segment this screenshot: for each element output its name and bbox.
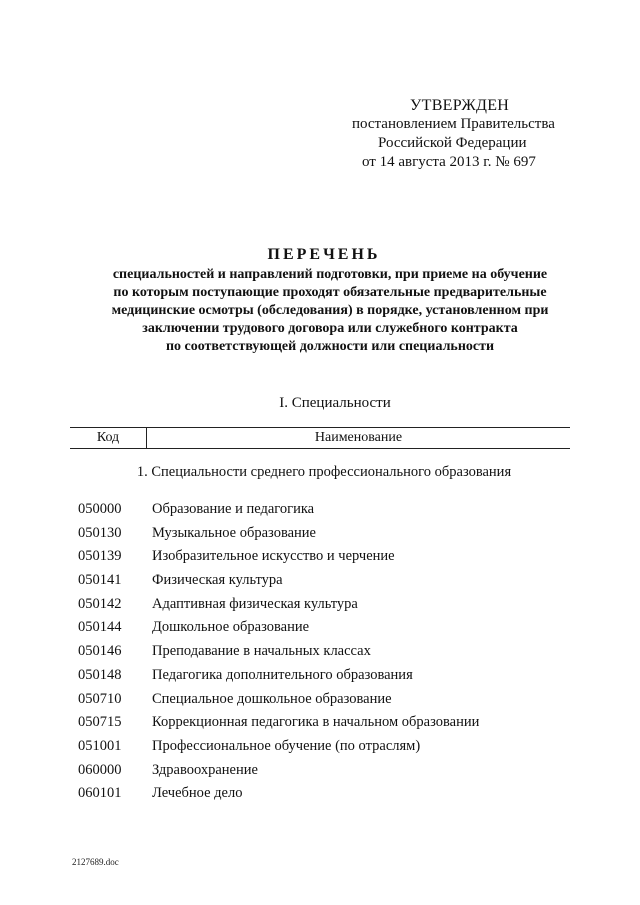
approval-government: Российской Федерации [378,135,527,151]
table-row [78,547,598,571]
table-header [70,427,570,449]
table-row [78,690,598,714]
row-name: Изобразительное искусство и черчение [152,548,395,565]
row-code: 050142 [78,595,122,612]
row-name: Дошкольное образование [152,619,310,636]
row-code: 060101 [78,785,122,802]
row-code: 050141 [78,572,122,589]
document-subtitle [70,266,590,356]
table-row [78,713,598,737]
table-row [78,500,598,524]
row-code: 050146 [78,643,122,660]
approval-date-number: от 14 августа 2013 г. № 697 [362,154,536,170]
subtitle-line: специальностей и направлений подготовки, при приеме на обучение [112,267,548,282]
specialty-list [78,500,598,808]
table-row [78,524,598,548]
row-name: Коррекционная педагогика в начальном образовании [152,714,480,731]
row-code: 060000 [78,761,122,778]
row-name: Педагогика дополнительного образования [152,666,413,683]
row-name: Профессиональное обучение (по отраслям) [152,737,421,754]
approval-heading: УТВЕРЖДЕН [410,97,510,114]
subtitle-line: заключении трудового договора или служебного контракта [142,321,518,336]
table-row [78,595,598,619]
row-code: 051001 [78,737,122,754]
table-row [78,571,598,595]
row-name: Лечебное дело [152,785,243,802]
row-name: Физическая культура [152,572,283,589]
table-row [78,618,598,642]
row-name: Здравоохранение [152,761,258,778]
row-code: 050148 [78,666,122,683]
row-name: Адаптивная физическая культура [152,595,358,612]
column-header-name: Наименование [314,430,403,445]
row-name: Музыкальное образование [152,524,316,541]
approval-stamp [300,96,600,172]
table-row [78,666,598,690]
row-code: 050139 [78,548,122,565]
subsection-title: 1. Специальности среднего профессионального образования [136,464,512,480]
row-name: Преподавание в начальных классах [152,643,371,660]
subtitle-line: по соответствующей должности или специальности [165,339,495,354]
table-row [78,761,598,785]
table-row [78,784,598,808]
subtitle-line: по которым поступающие проходят обязательные предварительные [113,285,547,300]
row-code: 050710 [78,690,122,707]
row-code: 050000 [78,501,122,517]
document-title: ПЕРЕЧЕНЬ [267,246,381,263]
row-code: 050144 [78,619,122,636]
row-name: Специальное дошкольное образование [152,690,392,707]
column-header-code: Код [70,428,147,448]
approval-issuer: постановлением Правительства [352,116,555,132]
row-code: 050715 [78,714,122,731]
row-name: Образование и педагогика [152,501,315,517]
table-row [78,642,598,666]
file-name-footer: 2127689.doc [72,857,119,867]
table-row [78,737,598,761]
subtitle-line: медицинские осмотры (обследования) в порядке, установленном при [111,303,549,318]
row-code: 050130 [78,524,122,541]
section-title: I. Специальности [279,395,391,411]
